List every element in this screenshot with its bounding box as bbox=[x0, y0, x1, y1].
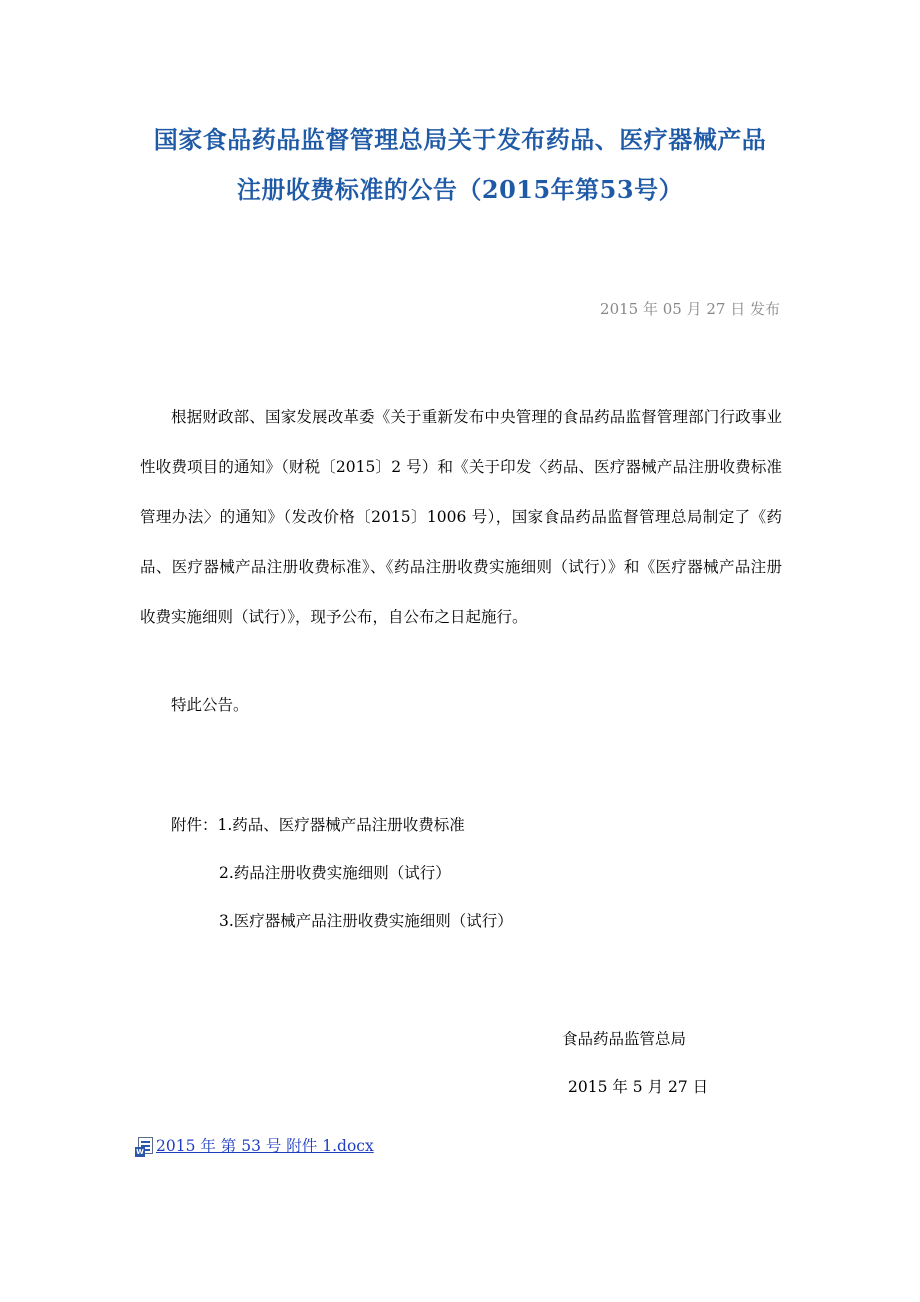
signature-org: 食品药品监管总局 bbox=[562, 1030, 687, 1048]
publish-date: 2015 年 05 月 27 日 发布 bbox=[600, 300, 780, 318]
page-title-line-1: 国家食品药品监督管理总局关于发布药品、医疗器械产品 bbox=[153, 125, 767, 154]
attachment-link-text: 2015 年 第 53 号 附件 1.docx bbox=[156, 1137, 374, 1155]
word-document-icon bbox=[138, 1137, 153, 1154]
attachment-item-1: 1.药品、医疗器械产品注册收费标准 bbox=[217, 816, 465, 834]
signature-date: 2015 年 5 月 27 日 bbox=[568, 1078, 709, 1096]
body-paragraph: 根据财政部、国家发展改革委《关于重新发布中央管理的食品药品监督管理部门行政事业性收费项目的通知》（财税〔2015〕2 号）和《关于印发〈药品、医疗器械产品注册收费标准管理办法〉的通知》（发改价格〔2015〕1006 号），国家食品药品监督管理总局制定了《药品、医疗器械产品注册收费标准》、《药品注册收费实施细则（试行）》和《医疗器械产品注册收费实施细则（试行）》，现予公布，自公布之日起施行。 bbox=[140, 408, 782, 626]
closing-statement: 特此公告。 bbox=[171, 696, 249, 714]
attachment-download-link[interactable] bbox=[138, 1134, 374, 1156]
attachment-item-2: 2.药品注册收费实施细则（试行） bbox=[219, 864, 451, 882]
page-title-line-2: 注册收费标准的公告（2015年第53号） bbox=[236, 175, 684, 204]
attachment-list-first bbox=[171, 813, 465, 835]
attachment-label: 附件： bbox=[171, 816, 218, 834]
attachment-item-3: 3.医疗器械产品注册收费实施细则（试行） bbox=[219, 912, 513, 930]
